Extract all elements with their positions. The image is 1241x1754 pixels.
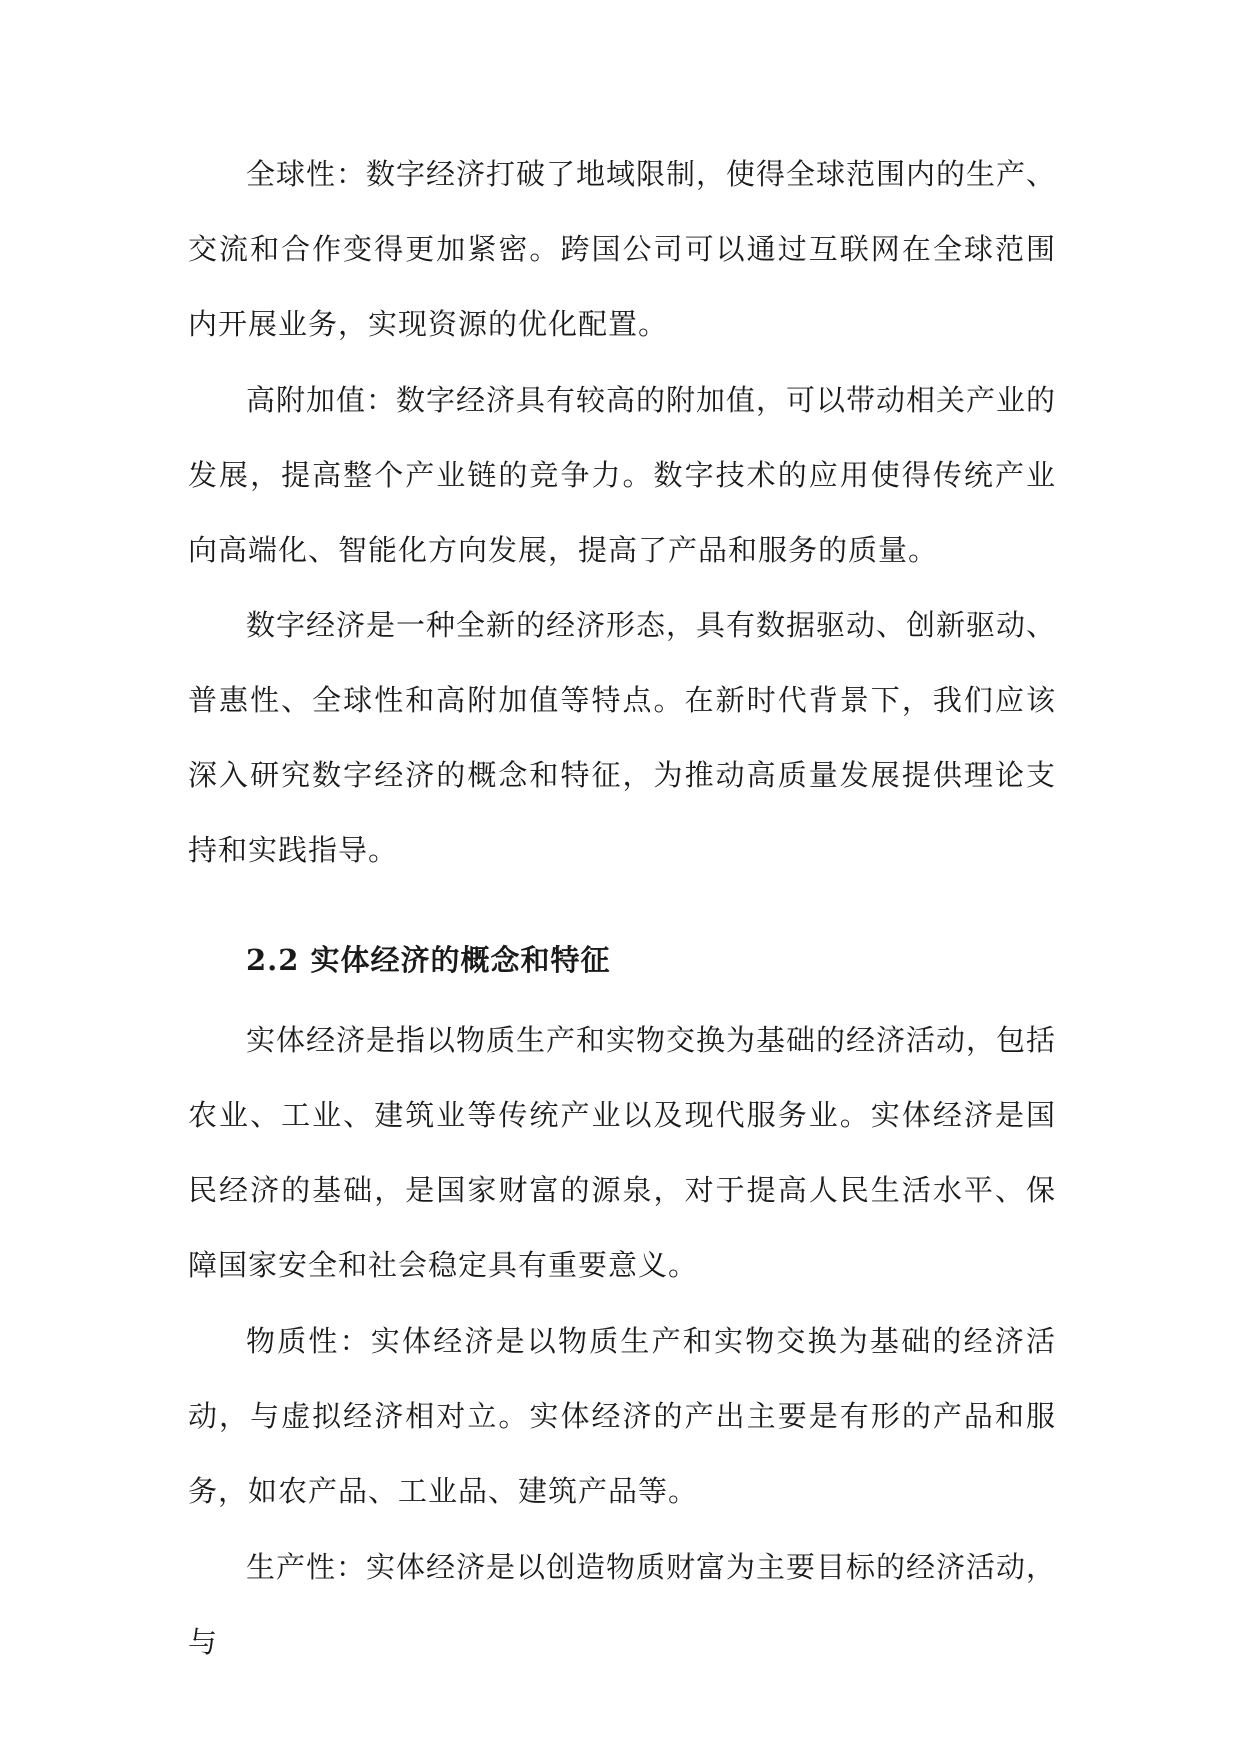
paragraph-productivity: 生产性：实体经济是以创造物质财富为主要目标的经济活动，与 [188,1550,1057,1659]
section-heading: 2.2 实体经济的概念和特征 [246,943,611,977]
paragraph-digital-economy-summary: 数字经济是一种全新的经济形态，具有数据驱动、创新驱动、普惠性、全球性和高附加值等特点。在新时代背景下，我们应该深入研究数字经济的概念和特征，为推动高质量发展提供理论支持和实践指导。 [188,608,1057,867]
paragraph-high-value-added: 高附加值：数字经济具有较高的附加值，可以带动相关产业的发展，提高整个产业链的竞争力。数字技术的应用使得传统产业向高端化、智能化方向发展，提高了产品和服务的质量。 [188,383,1057,567]
paragraph-real-economy-definition: 实体经济是指以物质生产和实物交换为基础的经济活动，包括农业、工业、建筑业等传统产业以及现代服务业。实体经济是国民经济的基础，是国家财富的源泉，对于提高人民生活水平、保障国家安全和社会稳定具有重要意义。 [188,1023,1057,1282]
paragraph-materiality: 物质性：实体经济是以物质生产和实物交换为基础的经济活动，与虚拟经济相对立。实体经济的产出主要是有形的产品和服务，如农产品、工业品、建筑产品等。 [188,1324,1056,1508]
paragraph-globality: 全球性：数字经济打破了地域限制，使得全球范围内的生产、交流和合作变得更加紧密。跨国公司可以通过互联网在全球范围内开展业务，实现资源的优化配置。 [188,157,1057,341]
